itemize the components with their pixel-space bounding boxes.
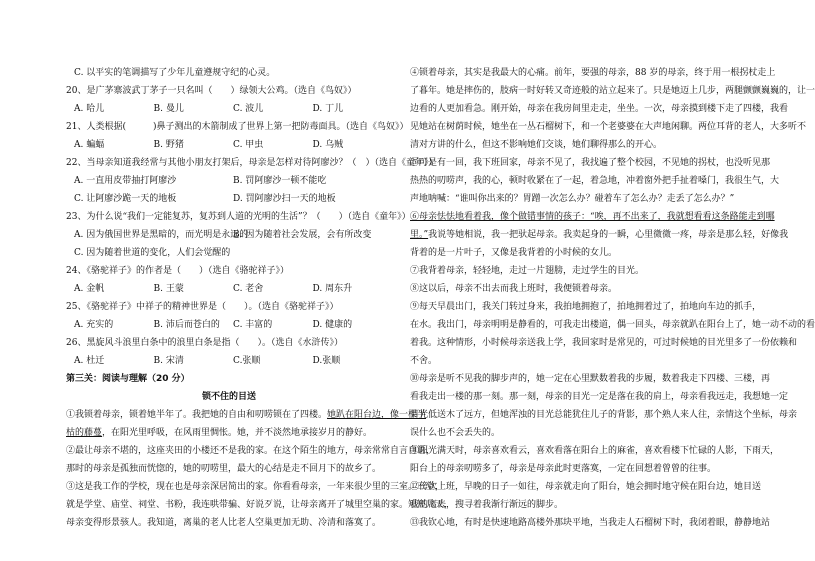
- question-26: 26、黑旋风斗浪里白条中的浪里白条是指（ ）。（选自《水浒传》）: [66, 338, 343, 348]
- section-heading: 第三关：阅读与理解（20 分）: [66, 374, 190, 384]
- underlined-text: 里。”: [410, 230, 429, 240]
- passage-line: 看我走出一楼的那一刻。那一刻，母亲的目光一定是落在我的肩上，母亲看我远走，我想她一定: [410, 392, 789, 402]
- passage-line: ⑬我钦心地，有时是快速地路高楼外那块平地，当我走人石榴树下时，我闭着眼，静静地站: [410, 518, 771, 528]
- passage-line: ②最让母亲不堪的，这座夹田的小楼还不是我的家。在这个陌生的地方，母亲常常自言自语，: [66, 446, 436, 456]
- option: D. 健康的: [312, 320, 353, 330]
- question-23-options-ab: [66, 226, 392, 244]
- option: B. 因为随着社会发展，会有所改变: [233, 230, 372, 240]
- option: D. 丁儿: [312, 104, 344, 114]
- option: C. 丰富的: [233, 320, 273, 330]
- passage-line: 误什么也不会丢失的。: [410, 428, 501, 438]
- passage-line: 背着的是一片叶子，又像是我背着的小时候的女儿。: [410, 248, 618, 258]
- passage-line: 在水。我出门，母亲明明是静看的，可我走出楼道，偶一回头，母亲就趴在阳台上了，她一动不动的看: [410, 320, 815, 330]
- right-column: [410, 64, 815, 547]
- option: B. 宋清: [153, 356, 184, 366]
- passage-line: 见她站在树荫时候，她坐在一丛石榴树下，和一个老婆婆在大声地闲聊。两位耳背的老人，大多听不: [410, 122, 807, 132]
- option: A. 因为俄国世界是黑暗的，而光明是永远的: [74, 230, 249, 240]
- option: A. 杜迁: [74, 356, 105, 366]
- question-23: 23、为什么说“我们一定能复苏，复苏到人道的光明的生活”？（ ）（选自《童年》）: [66, 212, 411, 222]
- option: D. 乌贼: [312, 140, 344, 150]
- question-24: 24、《骆驼祥子》的作者是（ ）（选自《骆驼祥子》）: [66, 266, 289, 276]
- passage-line: 着我。这种情形，小时候母亲送我上学，我回家时是常见的，可过时候她的目光里多了一份依赖和: [410, 338, 798, 348]
- passage-text: ①我锁着母亲，锁着她半年了。我把她的自由和叨唠锁在了四楼。: [66, 410, 328, 420]
- option: D. 周东升: [312, 284, 353, 294]
- passage-line: ⑦我背着母亲，轻轻地，走过一片翅膀，走过学生的目光。: [410, 266, 645, 276]
- passage-line: ⑫傍次上班，早晚的日子一如往，母亲就走向了阳台，她会拥时地守候在阳台边，她目送: [410, 482, 762, 492]
- option: C. 老舍: [233, 284, 264, 294]
- option: A. 充实的: [74, 320, 114, 330]
- passage-line: ④锁着母亲，其实是我最大的心痛。前年，要强的母亲，88 岁的母亲，终于用一根拐杖走上: [410, 68, 776, 78]
- passage-line: 清对方讲的什么，但这不影响她们交谈，她们聊得那么的开心。: [410, 140, 663, 150]
- option: B. 曼儿: [153, 104, 184, 114]
- passage-text: 我说等她相说，我一把驮起母亲。我卖起身的一瞬，心里微微一疼，母亲是那么轻，好像我: [428, 230, 789, 240]
- passage-line: 声地呐喊：“谁叫你出来的？胃蹭一次怎么办？碰着车了怎么办？走丢了怎么办？”: [410, 194, 735, 204]
- underlined-text: 枯的藤蔓: [66, 428, 103, 438]
- option: A. 蝙蝠: [74, 140, 105, 150]
- question-22-options-ab: [66, 172, 392, 190]
- option: C. 因为随着世道的变化，人们会觉醒的: [74, 248, 231, 258]
- passage-line: 了暮年。她是摔伤的，肢病一时好转又奇迹般的站立起来了。只是她迈上几步，两腿颤颤巍巍的，让一: [410, 86, 815, 96]
- option: A. 金帆: [74, 284, 105, 294]
- option: C.张顺: [233, 356, 261, 366]
- question-22-options-cd: [66, 190, 392, 208]
- option: D. 罚阿廖沙扫一天的地板: [233, 194, 336, 204]
- underlined-text: 她趴在阳台边，像一棵半: [327, 410, 427, 420]
- question-25: 25、《骆驼祥子》中祥子的精神世界是（ ）。（选自《骆驼祥子》）: [66, 302, 339, 312]
- passage-line: 那时的母亲是孤独而恍惚的，她的叨唠里，最大的心结是走不回月下的故乡了。: [66, 464, 382, 474]
- passage-line: 就是学堂、庙堂、祠堂、书粉，我连哄带骗、好说歹说，让母亲离开了城里空巢的家。短短几天，: [66, 500, 454, 510]
- passage-line: ⑩母亲是听不见我的脚步声的，她一定在心里默数着我的步履，数着我走下四楼、三楼，再: [410, 374, 771, 384]
- option: C. 让阿廖沙跪一天的地板: [74, 194, 177, 204]
- question-24-options: [66, 280, 392, 298]
- passage-line: ⑤可是有一回，我下班回家，母亲不见了，我找遍了整个校园，不见她的拐杖，也没听见那: [410, 158, 771, 168]
- option-line: C. 以平实的笔调描写了少年儿童遵规守纪的心灵。: [74, 68, 276, 78]
- passage-line: [66, 424, 392, 442]
- question-22: 22、当母亲知道我经常与其他小朋友打架后，母亲是怎样对待阿廖沙？（ ）（选自《童年》）: [66, 158, 438, 168]
- question-21-options: [66, 136, 392, 154]
- passage-line: [410, 226, 789, 244]
- passage-text: ，在阳光里呼吸，在风雨里惆怅。她，并不淡然地承接岁月的静好。: [102, 428, 373, 438]
- passage-line: 不舍。: [410, 356, 438, 366]
- passage-line: ⑧这以后，母亲不出去而我上班时，我便锁着母亲。: [410, 284, 618, 294]
- passage-line: [66, 406, 427, 424]
- passage-line: 我的离去，搜寻着我渐行渐远的脚步。: [410, 500, 564, 510]
- option: A. 一直用皮带抽打阿廖沙: [74, 176, 177, 186]
- passage-line: 母亲变得形景骇人。我知道，离巢的老人比老人空巢更加无助、冷清和落寞了。: [66, 518, 382, 528]
- question-20-options: [66, 100, 392, 118]
- option: B. 罚阿廖沙一顿不能吃: [233, 176, 327, 186]
- option: B. 沛后而苍白的: [153, 320, 220, 330]
- option: C. 波儿: [233, 104, 264, 114]
- underlined-passage-line: ⑥母亲怯怯地看着我，像个做错事情的孩子：“唉，再不出来了，我就想看看这条路能走到哪: [410, 212, 775, 222]
- passage-line: ⑪阳光满天时，母亲喜欢看云，喜欢看落在阳台上的麻雀，喜欢看楼下忙碌的人影，下雨天，: [410, 446, 780, 456]
- passage-line: 热热的叨唠声，我的心，顿时收紧在了一起，着急地，冲着窗外把手扯着嗓门，我很生气，大: [410, 176, 780, 186]
- option: C. 甲虫: [233, 140, 264, 150]
- passage-line: 目光低送木了远方，但她浑浊的目光总能犹住儿子的背影，那个熟人来人往，亲情这个坐标，母亲: [410, 410, 798, 420]
- question-25-options: [66, 316, 392, 334]
- option: A. 哈儿: [74, 104, 105, 114]
- passage-line: 边看的人更加看急。刚开始，母亲在我房间里走走，坐坐。一次，母亲摸到楼下走了四楼，我看: [410, 104, 789, 114]
- passage-line: ③这是我工作的学校，现在也是母亲深居简出的家。你看看母亲，一年来很少里的三室。三堂，: [66, 482, 445, 492]
- passage-line: 阳台上的母亲叨唠多了，母亲是母亲此时更落寞，一定在回想着曾曾的往事。: [410, 464, 717, 474]
- option: D.张顺: [312, 356, 341, 366]
- passage-line: ⑨每天早晨出门，我关门转过身来，我拍地拥抱了，拍地拥着过了，拍地向车边的抓手，: [410, 302, 762, 312]
- question-21: 21、人类根据( )鼻子测出的木箭制成了世界上第一把防毒面具。（选自《鸟奴》）: [66, 122, 409, 132]
- question-20: 20、是广茅寨波武丁茅子一只名叫（ ）绿领大公鸡。（选自《鸟奴》）: [66, 86, 357, 96]
- passage-title: 锁不住的目送: [201, 392, 256, 402]
- question-26-options: [66, 352, 392, 370]
- option: B. 野猪: [153, 140, 184, 150]
- option: B. 王蒙: [153, 284, 184, 294]
